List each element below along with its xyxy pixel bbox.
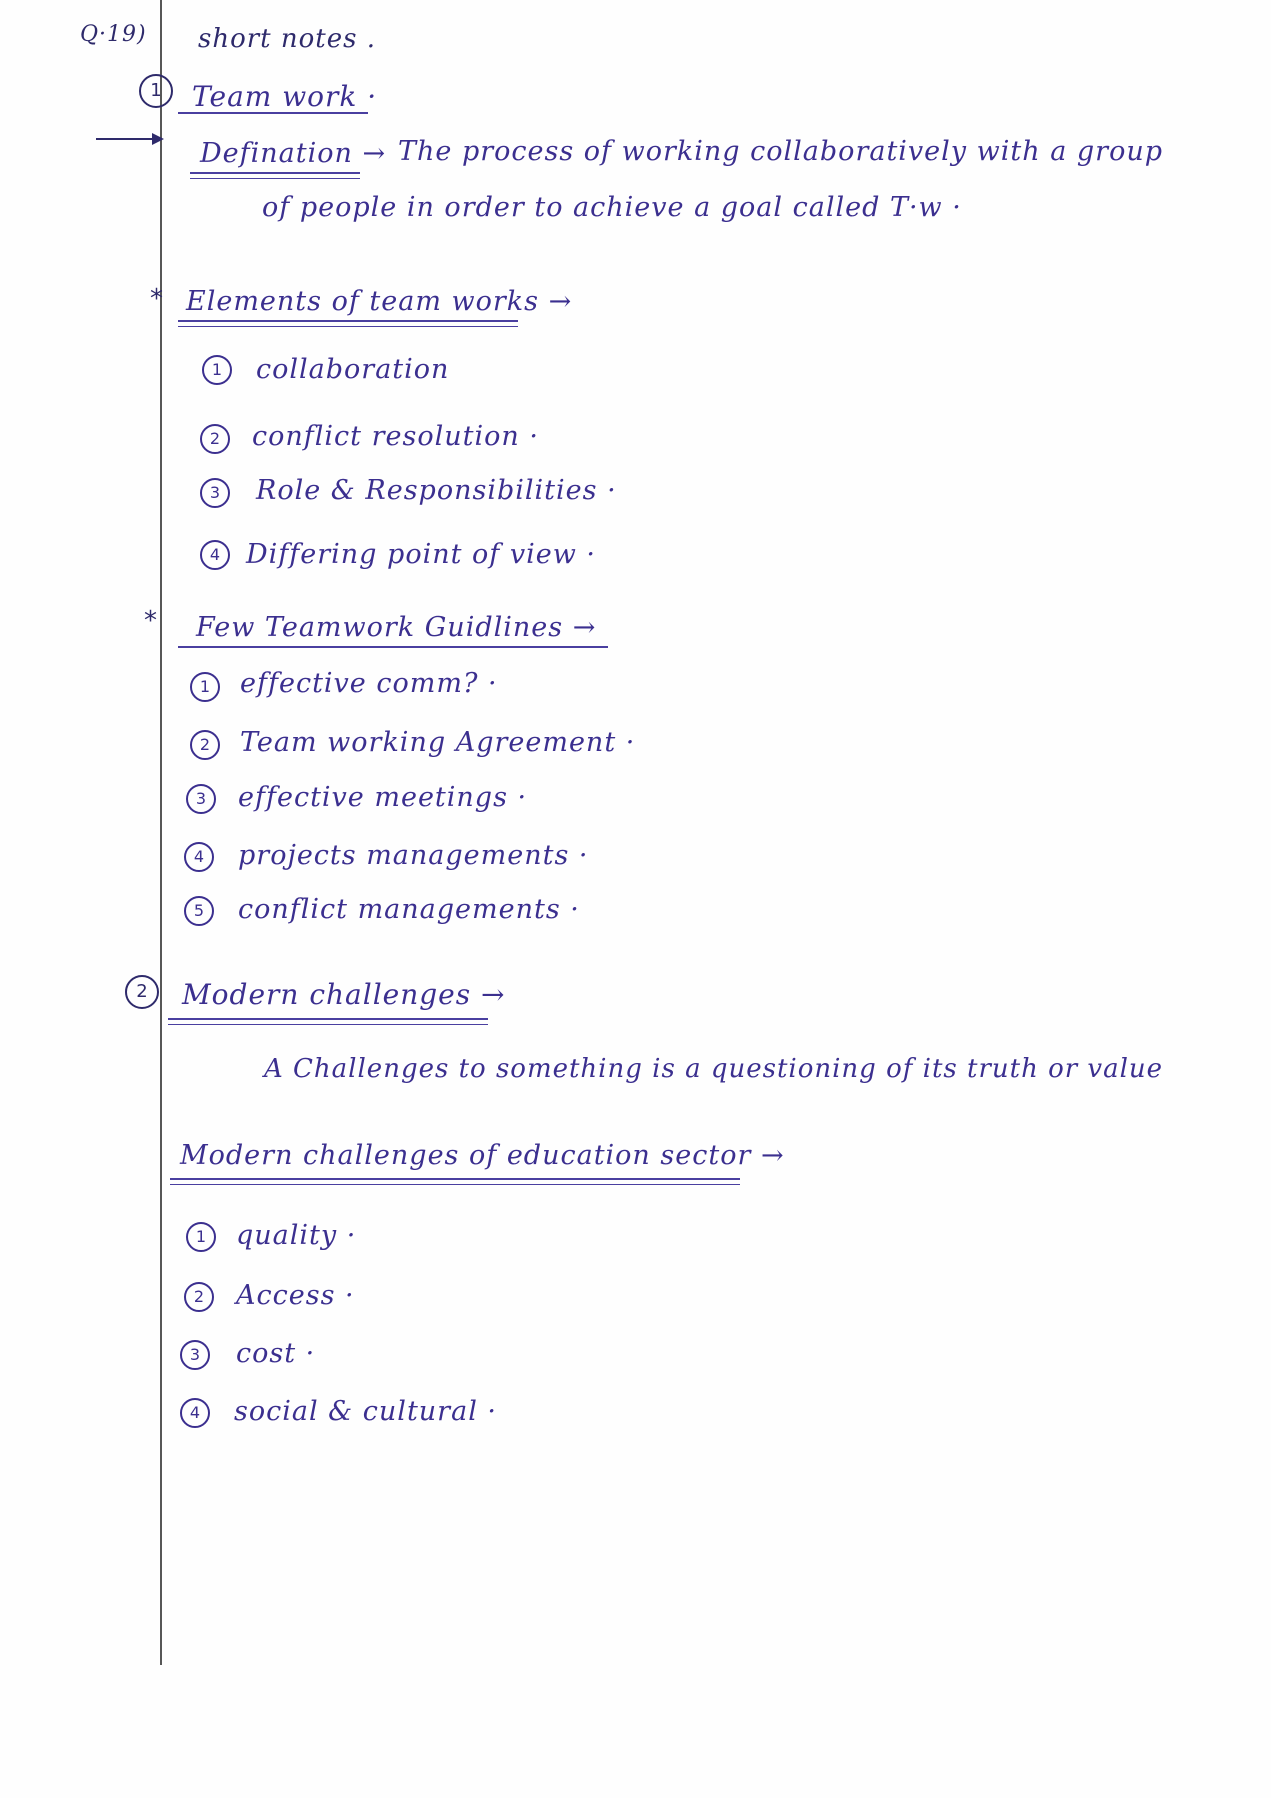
question-title: short notes . — [198, 24, 376, 54]
definition-line-1: The process of working collaboratively with a group — [398, 136, 1163, 167]
guidelines-underline — [178, 646, 608, 648]
section-1-heading: Team work · — [192, 80, 378, 113]
element-2-text: conflict resolution · — [252, 421, 539, 452]
guidelines-heading: Few Teamwork Guidlines → — [196, 612, 597, 643]
elements-underline-1 — [178, 320, 518, 322]
element-4-number: 4 — [200, 540, 230, 570]
star-bullet-elements: * — [150, 284, 163, 314]
element-2-number: 2 — [200, 424, 230, 454]
challenge-1-number: 1 — [186, 1222, 216, 1252]
section-2-heading: Modern challenges → — [182, 978, 506, 1011]
guideline-4-text: projects managements · — [238, 840, 589, 871]
guideline-1-number: 1 — [190, 672, 220, 702]
element-4-text: Differing point of view · — [246, 539, 597, 570]
section-2-underline-2 — [168, 1024, 488, 1025]
element-3-text: Role & Responsibilities · — [256, 475, 617, 506]
challenge-1-text: quality · — [236, 1220, 357, 1251]
arrow-line — [96, 138, 156, 140]
element-3-number: 3 — [200, 478, 230, 508]
section-2-subheading-underline-1 — [170, 1178, 740, 1180]
challenge-3-text: cost · — [236, 1338, 316, 1369]
challenge-2-number: 2 — [184, 1282, 214, 1312]
section-2-underline-1 — [168, 1018, 488, 1020]
question-number: Q·19) — [80, 22, 147, 47]
section-2-number: 2 — [125, 975, 159, 1009]
section-2-subheading-underline-2 — [170, 1184, 740, 1185]
guideline-3-text: effective meetings · — [238, 782, 528, 813]
guideline-2-number: 2 — [190, 730, 220, 760]
guideline-5-text: conflict managements · — [238, 894, 580, 925]
guideline-4-number: 4 — [184, 842, 214, 872]
section-1-number: 1 — [139, 74, 173, 108]
star-bullet-guidelines: * — [144, 606, 157, 636]
challenge-3-number: 3 — [180, 1340, 210, 1370]
guideline-3-number: 3 — [186, 784, 216, 814]
section-2-subheading: Modern challenges of education sector → — [180, 1140, 785, 1171]
definition-underline-2 — [190, 178, 360, 179]
guideline-5-number: 5 — [184, 896, 214, 926]
definition-line-2: of people in order to achieve a goal called T·w · — [262, 192, 962, 223]
challenge-4-text: social & cultural · — [234, 1396, 497, 1427]
margin-line — [160, 0, 162, 1665]
elements-heading: Elements of team works → — [186, 286, 573, 317]
element-1-text: collaboration — [256, 354, 450, 385]
section-2-definition: A Challenges to something is a questioning of its truth or value — [264, 1054, 1164, 1084]
arrow-icon — [152, 133, 164, 145]
challenge-2-text: Access · — [236, 1280, 355, 1311]
elements-underline-2 — [178, 326, 518, 327]
definition-underline-1 — [190, 172, 360, 174]
definition-label: Defination → — [200, 138, 387, 169]
guideline-1-text: effective comm? · — [240, 668, 498, 699]
section-1-underline — [178, 112, 368, 114]
challenge-4-number: 4 — [180, 1398, 210, 1428]
guideline-2-text: Team working Agreement · — [240, 727, 636, 758]
element-1-number: 1 — [202, 355, 232, 385]
